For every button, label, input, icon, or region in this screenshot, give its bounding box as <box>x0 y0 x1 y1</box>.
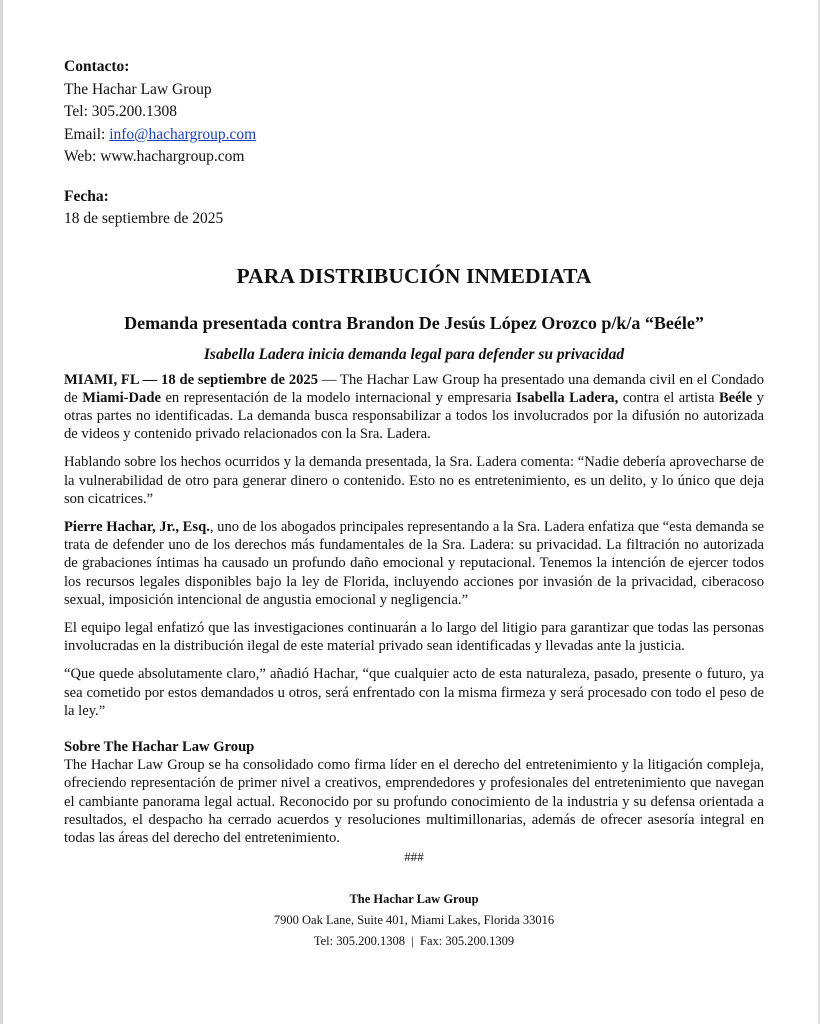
end-mark: ### <box>404 849 424 865</box>
footer-phones: Tel: 305.200.1308 | Fax: 305.200.1309 <box>313 934 515 949</box>
p1-text-1: — The Hachar Law Group ha presentado una demanda civil en el Condado de <box>64 371 764 406</box>
paragraph-3 <box>64 518 764 609</box>
contact-web: Web: www.hachargroup.com <box>64 148 245 165</box>
contact-email-link[interactable]: info@hachargroup.com <box>109 125 257 143</box>
date-value: 18 de septiembre de 2025 <box>64 210 224 227</box>
paragraph-1 <box>64 371 764 444</box>
date-block <box>64 186 764 231</box>
about-block <box>64 738 764 847</box>
p1-text-4: y otras partes no identificadas. La demanda busca responsabilizar a todos los involucrados por la difusión no autorizada de videos y contenido privado relacionados con la Sra. Ladera. <box>64 389 764 443</box>
press-release-page <box>64 56 764 952</box>
p1-artist: Beéle <box>718 389 753 406</box>
p3-text: , uno de los abogados principales representando a la Sra. Ladera enfatiza que “esta demanda se trata de defender uno de los derechos más fundamentales de la Sra. Ladera: su privacidad. La filtración no autorizada de grabaciones íntimas ha causado un profundo daño emocional y reputacional. Tenemos la intención de ejercer todos los recursos legales disponibles bajo la ley de Florida, incluyendo acciones por invasión de la privacidad, ciberacoso sexual, imposición intencional de angustia emocional y negligencia.” <box>64 518 764 608</box>
letterhead-footer <box>64 889 764 952</box>
release-subtitle: Isabella Ladera inicia demanda legal para defender su privacidad <box>203 345 625 363</box>
paragraph-2: Hablando sobre los hechos ocurridos y la demanda presentada, la Sra. Ladera comenta: “Nadie debería aprovecharse de la vulnerabilidad de otro para generar dinero o contenido. Esto no es entretenimiento, es un delito, y lo único que deja son cicatrices.” <box>64 454 764 507</box>
date-heading: Fecha: <box>64 187 109 205</box>
contact-org: The Hachar Law Group <box>64 80 212 98</box>
contact-tel: Tel: 305.200.1308 <box>64 103 178 120</box>
footer-address: 7900 Oak Lane, Suite 401, Miami Lakes, Florida 33016 <box>273 913 555 928</box>
paragraph-5: “Que quede absolutamente claro,” añadió Hachar, “que cualquier acto de esta naturaleza, pasado, presente o futuro, ya sea cometido por estos demandados u otros, será enfrentado con la misma firmeza y será procesado con todo el peso de la ley.” <box>64 666 764 719</box>
contact-heading: Contacto: <box>64 58 130 75</box>
release-heading: PARA DISTRIBUCIÓN INMEDIATA <box>236 263 592 288</box>
page-border-left <box>0 0 3 1024</box>
paragraph-4: El equipo legal enfatizó que las investigaciones continuarán a lo largo del litigio para garantizar que todas las personas involucradas en la distribución ilegal de este material privado sean identificadas y llevadas ante la justicia. <box>64 619 764 655</box>
p1-text-2: en representación de la modelo internacional y empresaria <box>160 389 516 406</box>
about-text: The Hachar Law Group se ha consolidado como firma líder en el derecho del entretenimiento y la litigación compleja, ofreciendo representación de primer nivel a creativos, emprendedores y profesionales del entretenimiento que navegan el cambiante panorama legal actual. Reconocido por su profundo conocimiento de la industria y su defensa orientada a resultados, el despacho ha cerrado acuerdos y resoluciones multimillonarias, además de ofrecer asesoría integral en todas las áreas del derecho del entretenimiento. <box>64 757 764 846</box>
p1-client: Isabella Ladera, <box>516 389 619 406</box>
contact-block <box>64 56 764 169</box>
about-heading: Sobre The Hachar Law Group <box>64 738 255 755</box>
p1-county: Miami-Dade <box>82 389 161 406</box>
footer-org: The Hachar Law Group <box>349 892 479 907</box>
contact-email-line <box>64 124 764 147</box>
contact-email-label: Email: <box>64 125 110 143</box>
attorney-name: Pierre Hachar, Jr., Esq. <box>64 518 210 535</box>
p1-text-3: contra el artista <box>618 389 719 406</box>
release-title: Demanda presentada contra Brandon De Jesús López Orozco p/k/a “Beéle” <box>124 312 704 333</box>
dateline: MIAMI, FL — 18 de septiembre de 2025 <box>64 371 319 388</box>
